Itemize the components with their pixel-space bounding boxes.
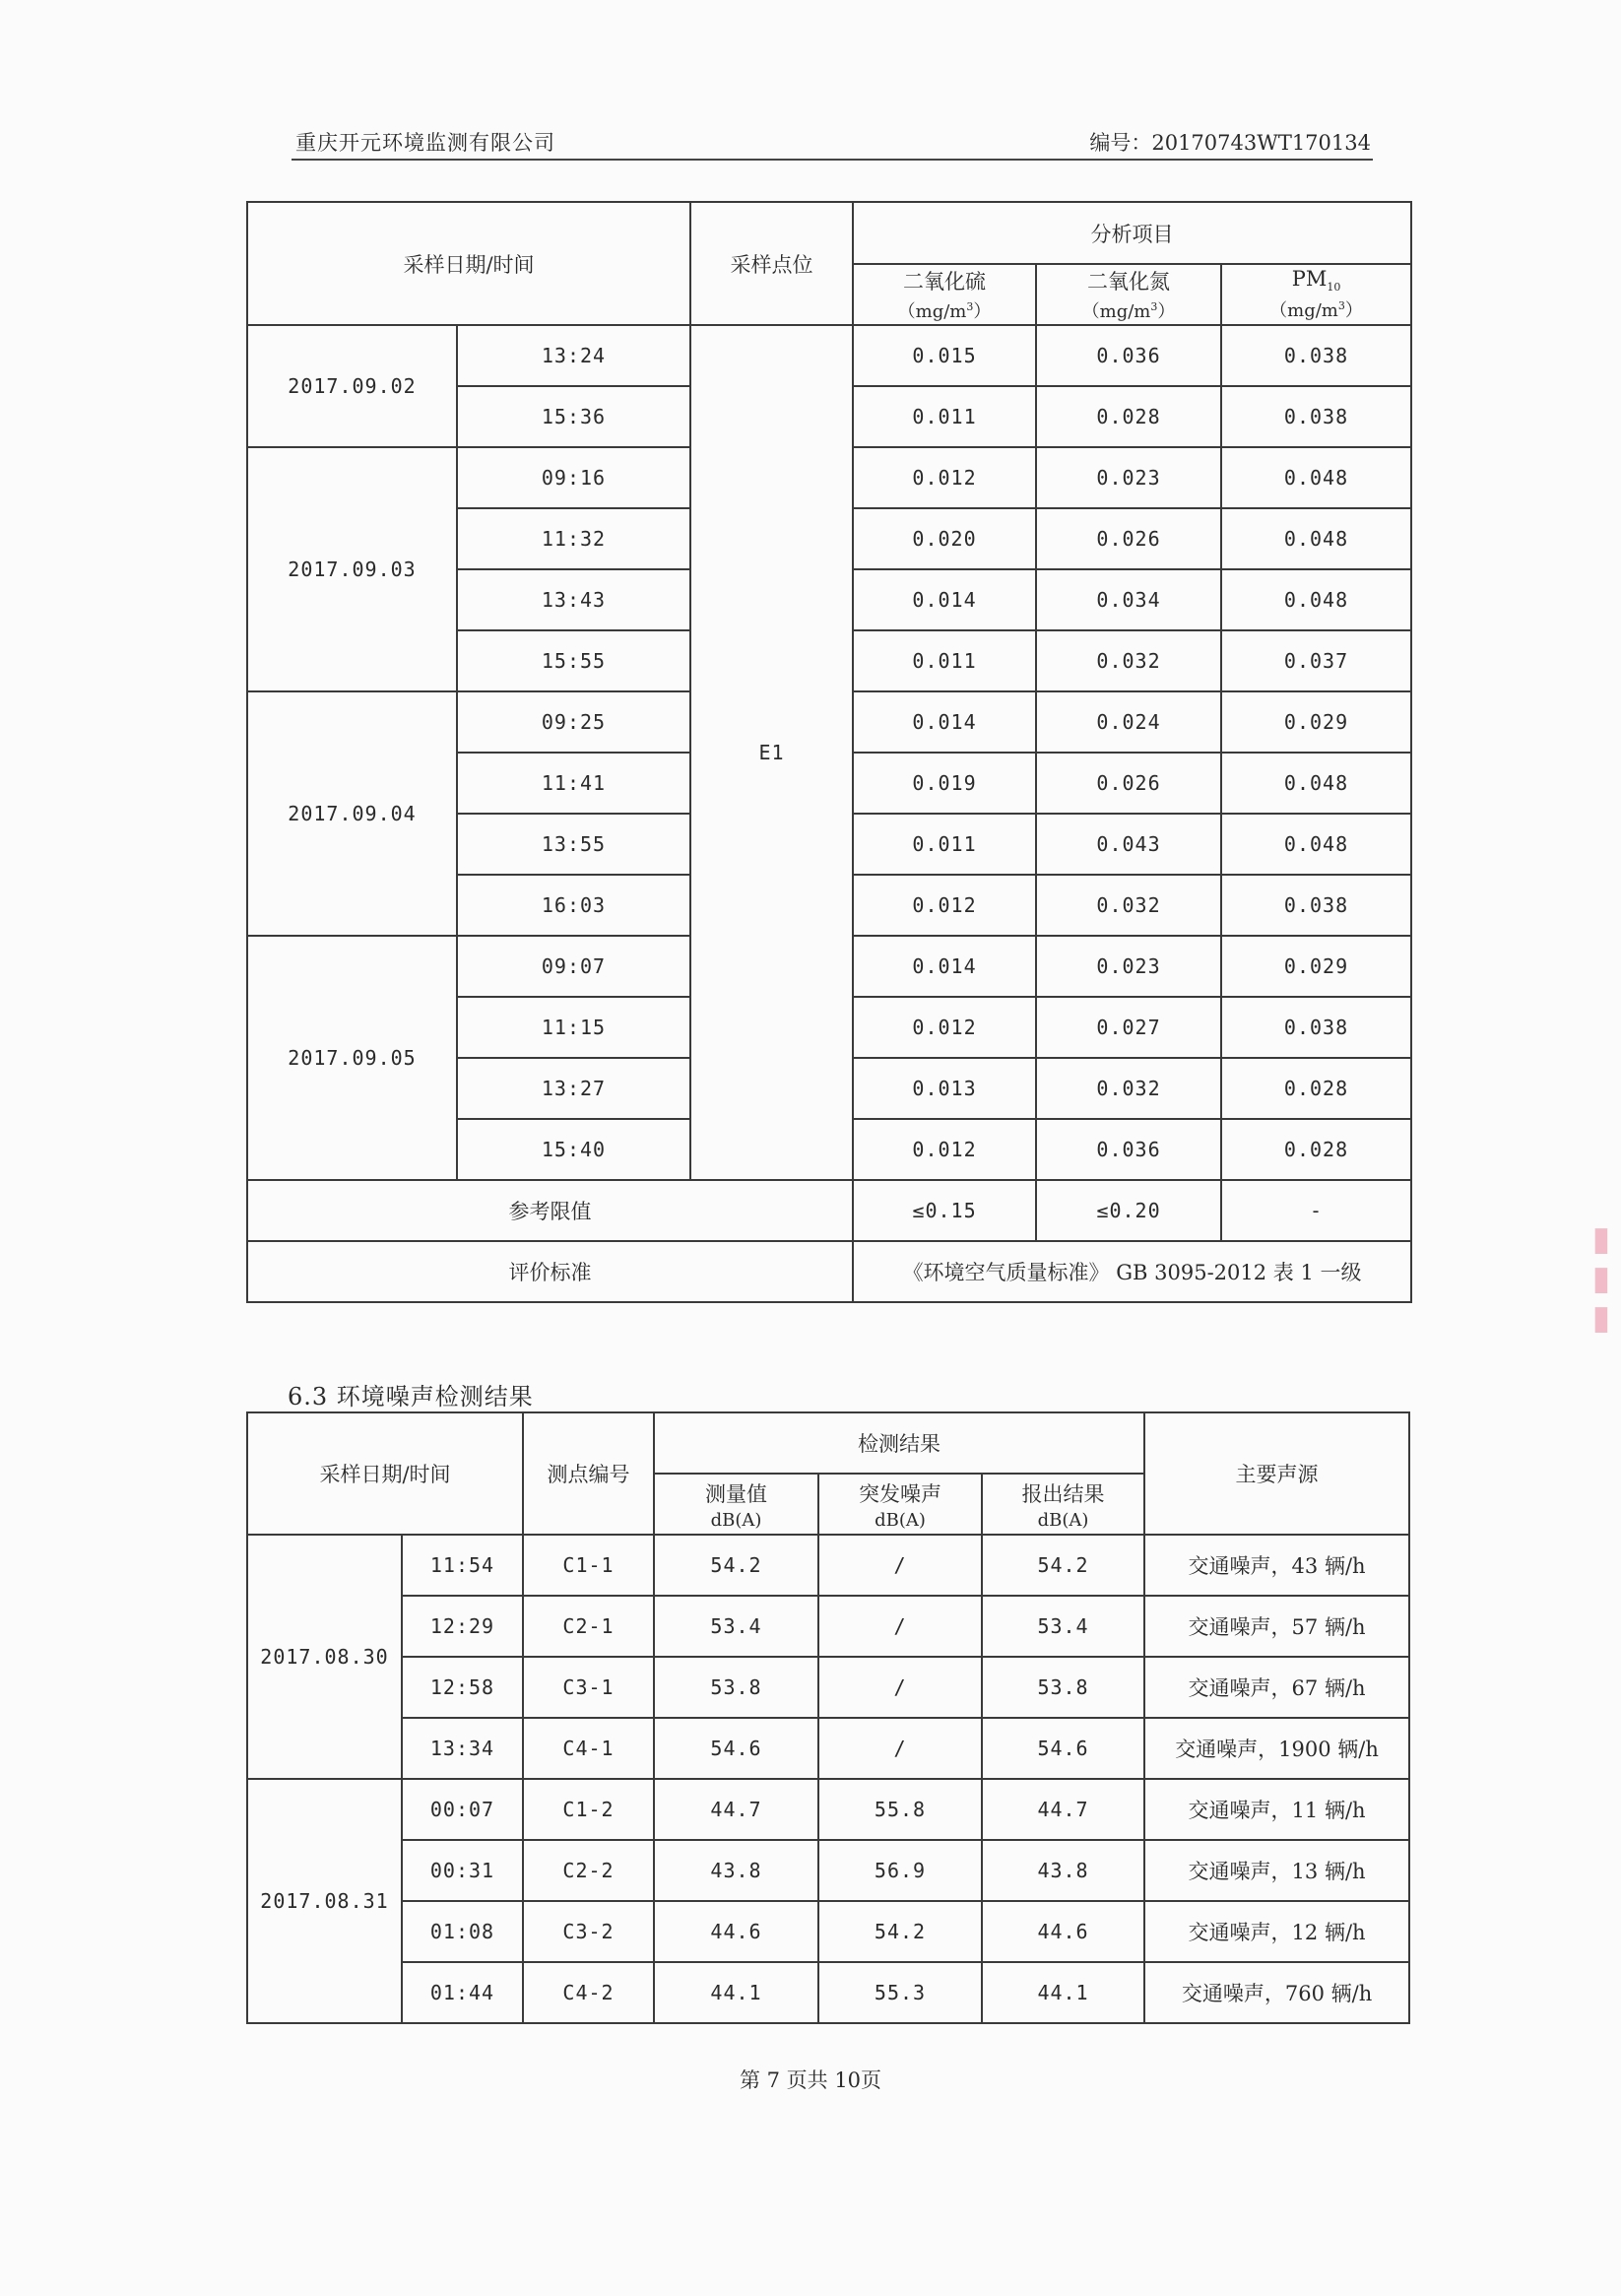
- page-header: [292, 123, 1373, 161]
- pm10-label: $PM_{10}$: [1291, 267, 1341, 295]
- time-cell: 11:41: [457, 753, 690, 814]
- reported-value: 44.6: [982, 1901, 1144, 1962]
- noise-time-cell: 13:34: [402, 1718, 523, 1779]
- time-cell: 09:25: [457, 691, 690, 753]
- time-cell: 15:36: [457, 386, 690, 447]
- point-cell: C2-2: [523, 1840, 654, 1901]
- burst-value: 55.8: [818, 1779, 982, 1840]
- so2-value: 0.014: [853, 691, 1036, 753]
- no2-value: 0.043: [1036, 814, 1221, 875]
- pm10-value: 0.038: [1221, 325, 1411, 386]
- no2-value: 0.036: [1036, 325, 1221, 386]
- time-cell: 11:32: [457, 508, 690, 569]
- burst-value: /: [818, 1657, 982, 1718]
- noise-row: [247, 1779, 1409, 1840]
- noise-time-cell: 00:31: [402, 1840, 523, 1901]
- point-cell: C3-1: [523, 1657, 654, 1718]
- reported-value: 54.6: [982, 1718, 1144, 1779]
- no2-value: 0.034: [1036, 569, 1221, 630]
- noise-time-cell: 11:54: [402, 1535, 523, 1596]
- noise-header-source: 主要声源: [1144, 1412, 1409, 1535]
- no2-value: 0.032: [1036, 630, 1221, 691]
- point-cell: C4-2: [523, 1962, 654, 2023]
- burst-value: 54.2: [818, 1901, 982, 1962]
- limit-pm10: -: [1221, 1180, 1411, 1241]
- pm10-value: 0.048: [1221, 814, 1411, 875]
- pm10-value: 0.038: [1221, 997, 1411, 1058]
- time-cell: 13:43: [457, 569, 690, 630]
- no2-value: 0.023: [1036, 936, 1221, 997]
- measured-value: 44.1: [654, 1962, 818, 2023]
- measured-value: 43.8: [654, 1840, 818, 1901]
- site-cell: E1: [690, 325, 853, 1180]
- time-cell: 15:55: [457, 630, 690, 691]
- pm10-value: 0.029: [1221, 691, 1411, 753]
- noise-row: [247, 1840, 1409, 1901]
- pm10-value: 0.029: [1221, 936, 1411, 997]
- reported-value: 43.8: [982, 1840, 1144, 1901]
- no2-value: 0.028: [1036, 386, 1221, 447]
- no2-value: 0.027: [1036, 997, 1221, 1058]
- measured-value: 54.6: [654, 1718, 818, 1779]
- noise-time-cell: 00:07: [402, 1779, 523, 1840]
- noise-date-cell: 2017.08.30: [247, 1535, 402, 1779]
- header-site: 采样点位: [690, 202, 853, 325]
- no2-value: 0.026: [1036, 508, 1221, 569]
- burst-value: 56.9: [818, 1840, 982, 1901]
- noise-section-title: 6.3 环境噪声检测结果: [288, 1383, 534, 1410]
- pm10-unit: $(mg/m^3)$: [1269, 298, 1363, 321]
- date-cell: 2017.09.05: [247, 936, 457, 1180]
- limit-no2: ≤0.20: [1036, 1180, 1221, 1241]
- limit-so2: ≤0.15: [853, 1180, 1036, 1241]
- noise-time-cell: 01:08: [402, 1901, 523, 1962]
- no2-unit: $(mg/m^3)$: [1081, 300, 1176, 322]
- pm10-value: 0.048: [1221, 508, 1411, 569]
- time-cell: 15:40: [457, 1119, 690, 1180]
- noise-header-burst: 突发噪声 dB(A): [818, 1474, 982, 1535]
- measured-value: 53.8: [654, 1657, 818, 1718]
- point-cell: C1-1: [523, 1535, 654, 1596]
- noise-header-reported: 报出结果 dB(A): [982, 1474, 1144, 1535]
- noise-row: [247, 1535, 1409, 1596]
- noise-row: [247, 1657, 1409, 1718]
- burst-value: /: [818, 1718, 982, 1779]
- table-row: [247, 325, 1411, 386]
- so2-value: 0.012: [853, 447, 1036, 508]
- source-cell: 交通噪声，11 辆/h: [1144, 1779, 1409, 1840]
- header-pm10: [1221, 264, 1411, 325]
- reported-value: 53.8: [982, 1657, 1144, 1718]
- source-cell: 交通噪声，57 辆/h: [1144, 1596, 1409, 1657]
- no2-value: 0.032: [1036, 875, 1221, 936]
- standard-row: [247, 1241, 1411, 1302]
- point-cell: C3-2: [523, 1901, 654, 1962]
- pm10-value: 0.028: [1221, 1058, 1411, 1119]
- no2-value: 0.032: [1036, 1058, 1221, 1119]
- noise-time-cell: 12:58: [402, 1657, 523, 1718]
- company-name: 重庆开元环境监测有限公司: [295, 131, 555, 155]
- page-footer: 第 7 页共 10页: [739, 2068, 882, 2092]
- reported-value: 44.7: [982, 1779, 1144, 1840]
- standard-value: 《环境空气质量标准》 GB 3095-2012 表 1 一级: [853, 1241, 1411, 1302]
- noise-row: [247, 1962, 1409, 2023]
- source-cell: 交通噪声，1900 辆/h: [1144, 1718, 1409, 1779]
- date-cell: 2017.09.04: [247, 691, 457, 936]
- noise-time-cell: 01:44: [402, 1962, 523, 2023]
- pm10-value: 0.028: [1221, 1119, 1411, 1180]
- pm10-value: 0.038: [1221, 875, 1411, 936]
- header-row: [247, 202, 1411, 264]
- source-cell: 交通噪声，12 辆/h: [1144, 1901, 1409, 1962]
- noise-header-point: 测点编号: [523, 1412, 654, 1535]
- noise-date-cell: 2017.08.31: [247, 1779, 402, 2023]
- air-quality-table: [246, 201, 1412, 1303]
- source-cell: 交通噪声，13 辆/h: [1144, 1840, 1409, 1901]
- source-cell: 交通噪声，760 辆/h: [1144, 1962, 1409, 2023]
- noise-row: [247, 1596, 1409, 1657]
- no2-value: 0.023: [1036, 447, 1221, 508]
- noise-header-measured: 测量值 dB(A): [654, 1474, 818, 1535]
- so2-value: 0.012: [853, 997, 1036, 1058]
- header-so2: [853, 264, 1036, 325]
- noise-header-row: [247, 1412, 1409, 1474]
- so2-value: 0.013: [853, 1058, 1036, 1119]
- so2-value: 0.012: [853, 875, 1036, 936]
- so2-value: 0.012: [853, 1119, 1036, 1180]
- measured-value: 53.4: [654, 1596, 818, 1657]
- header-no2: [1036, 264, 1221, 325]
- standard-label: 评价标准: [247, 1241, 853, 1302]
- burst-value: /: [818, 1596, 982, 1657]
- no2-label: 二氧化氮: [1087, 270, 1171, 294]
- pm10-value: 0.048: [1221, 753, 1411, 814]
- noise-row: [247, 1718, 1409, 1779]
- time-cell: 09:16: [457, 447, 690, 508]
- so2-label: 二氧化硫: [903, 270, 987, 294]
- so2-unit: $(mg/m^3)$: [897, 300, 992, 322]
- date-cell: 2017.09.03: [247, 447, 457, 691]
- so2-value: 0.011: [853, 386, 1036, 447]
- pm10-value: 0.048: [1221, 569, 1411, 630]
- so2-value: 0.011: [853, 814, 1036, 875]
- pm10-value: 0.037: [1221, 630, 1411, 691]
- measured-value: 44.6: [654, 1901, 818, 1962]
- header-datetime: 采样日期/时间: [247, 202, 690, 325]
- no2-value: 0.036: [1036, 1119, 1221, 1180]
- source-cell: 交通噪声，43 辆/h: [1144, 1535, 1409, 1596]
- reported-value: 53.4: [982, 1596, 1144, 1657]
- so2-value: 0.015: [853, 325, 1036, 386]
- time-cell: 11:15: [457, 997, 690, 1058]
- source-cell: 交通噪声，67 辆/h: [1144, 1657, 1409, 1718]
- point-cell: C2-1: [523, 1596, 654, 1657]
- noise-header-result: 检测结果: [654, 1412, 1144, 1474]
- limit-label: 参考限值: [247, 1180, 853, 1241]
- time-cell: 16:03: [457, 875, 690, 936]
- red-seal-fragment: ▮▮▮: [1582, 1219, 1621, 1338]
- so2-value: 0.020: [853, 508, 1036, 569]
- burst-value: /: [818, 1535, 982, 1596]
- noise-row: [247, 1901, 1409, 1962]
- noise-table: [246, 1411, 1410, 2024]
- so2-value: 0.014: [853, 569, 1036, 630]
- pm10-value: 0.048: [1221, 447, 1411, 508]
- header-analysis: 分析项目: [853, 202, 1411, 264]
- no2-value: 0.024: [1036, 691, 1221, 753]
- time-cell: 09:07: [457, 936, 690, 997]
- measured-value: 54.2: [654, 1535, 818, 1596]
- noise-time-cell: 12:29: [402, 1596, 523, 1657]
- no2-value: 0.026: [1036, 753, 1221, 814]
- point-cell: C1-2: [523, 1779, 654, 1840]
- reported-value: 54.2: [982, 1535, 1144, 1596]
- point-cell: C4-1: [523, 1718, 654, 1779]
- document-number: 编号：20170743WT170134: [1089, 131, 1371, 155]
- burst-value: 55.3: [818, 1962, 982, 2023]
- pm10-value: 0.038: [1221, 386, 1411, 447]
- so2-value: 0.011: [853, 630, 1036, 691]
- so2-value: 0.014: [853, 936, 1036, 997]
- time-cell: 13:24: [457, 325, 690, 386]
- date-cell: 2017.09.02: [247, 325, 457, 447]
- so2-value: 0.019: [853, 753, 1036, 814]
- measured-value: 44.7: [654, 1779, 818, 1840]
- reported-value: 44.1: [982, 1962, 1144, 2023]
- limit-row: [247, 1180, 1411, 1241]
- time-cell: 13:27: [457, 1058, 690, 1119]
- time-cell: 13:55: [457, 814, 690, 875]
- noise-header-datetime: 采样日期/时间: [247, 1412, 523, 1535]
